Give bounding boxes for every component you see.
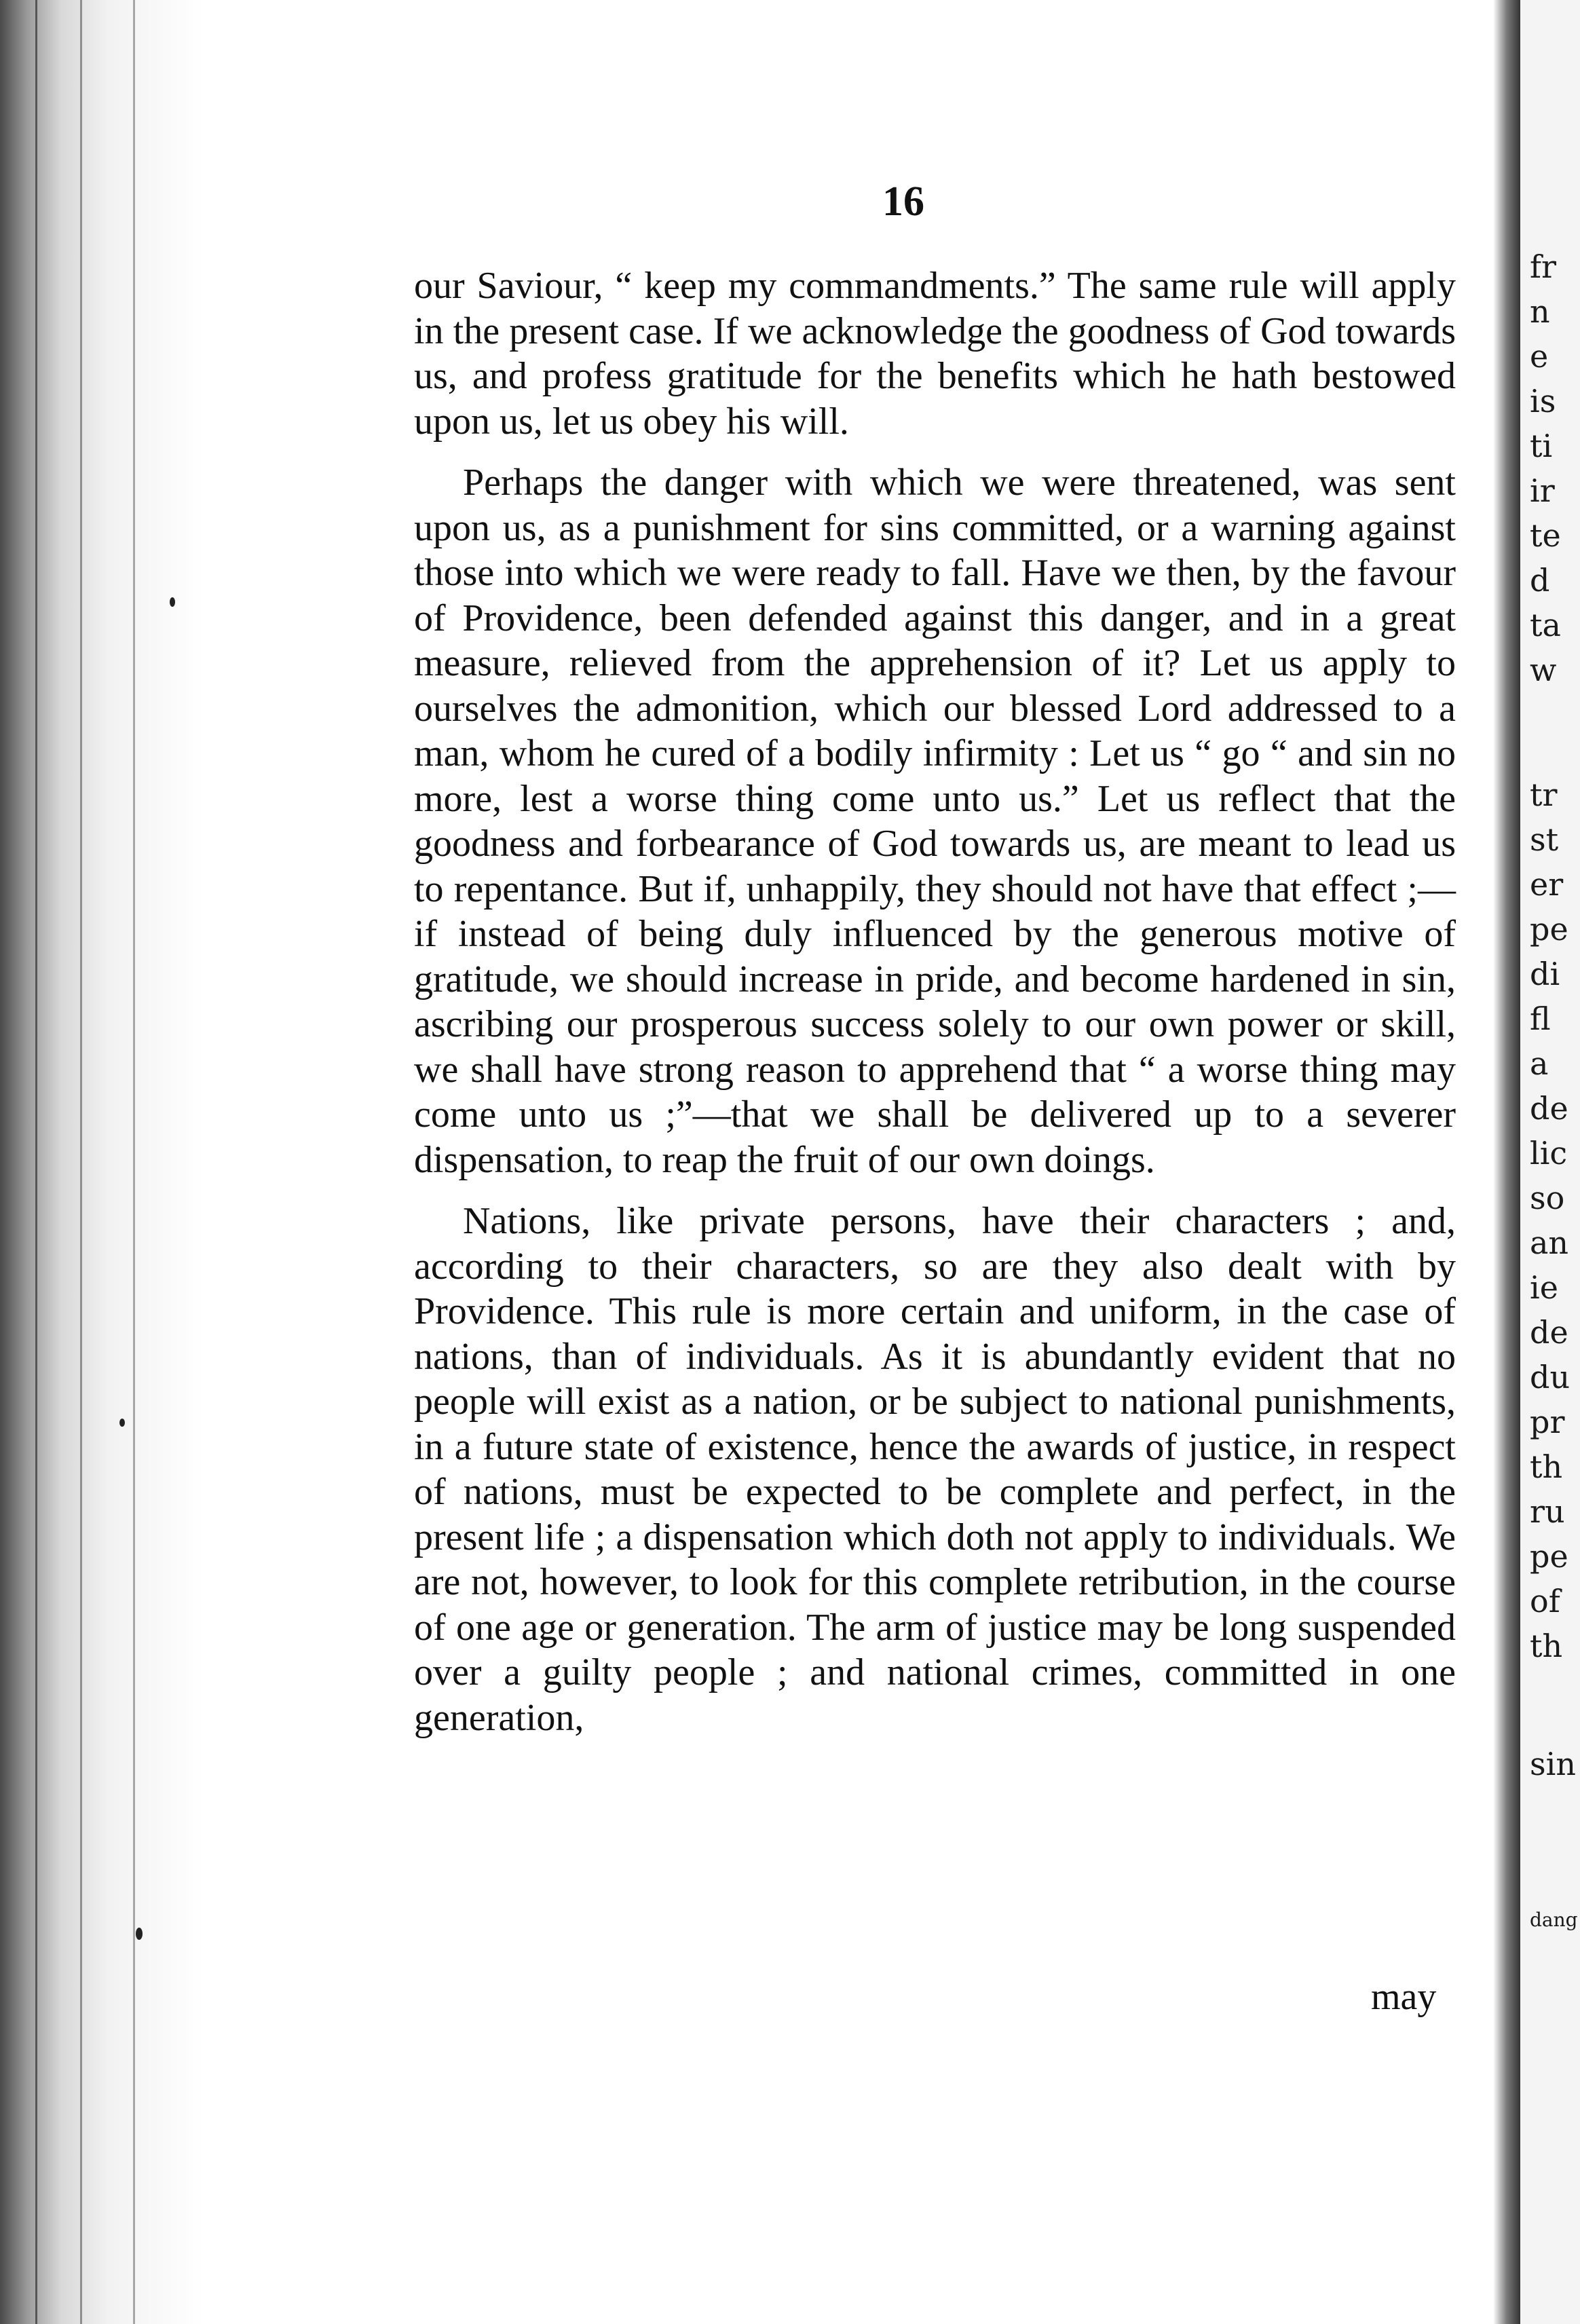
gutter-line xyxy=(35,0,37,2324)
binding-gutter xyxy=(0,0,204,2324)
page-fold-shadow xyxy=(1493,0,1520,2324)
ink-speck xyxy=(136,1928,143,1940)
facing-text-fragment: pe xyxy=(1530,911,1568,948)
gutter-line xyxy=(133,0,135,2324)
facing-page-edge xyxy=(1520,0,1580,2324)
catchword: may xyxy=(1371,1976,1437,2018)
facing-text-fragment: ti xyxy=(1530,428,1553,464)
facing-text-fragment: di xyxy=(1530,956,1560,992)
facing-text-fragment: de xyxy=(1530,1090,1568,1127)
facing-text-fragment: ie xyxy=(1530,1269,1558,1306)
facing-text-fragment: an xyxy=(1530,1224,1569,1261)
facing-text-fragment: fr xyxy=(1530,248,1557,285)
paragraph: our Saviour, “ keep my commandments.” The same rule will apply in the present case. If we acknowledge the goodness of God towards us, and profess gratitude for the benefits which he hath bestowed upon us, let us obey his will. xyxy=(414,265,1456,443)
facing-text-fragment: ir xyxy=(1530,472,1555,509)
facing-text-fragment: so xyxy=(1530,1180,1565,1216)
facing-text-fragment: de xyxy=(1530,1314,1568,1351)
facing-text-fragment: is xyxy=(1530,383,1556,419)
facing-text-fragment: a xyxy=(1530,1045,1549,1082)
paragraph: Nations, like private persons, have their characters ; and, according to their characters, so are they also dealt with by Providence. This rule is more certain and uniform, in the case of nations, than of individuals. As it is abundantly evident that no people will exist as a nation, or be subject to national punishments, in a future state of existence, hence the awards of justice, in respect of nations, must be expected to be complete and perfect, in the present life ; a dispensation which doth not apply to individuals. We are not, however, to look for this complete retribution, in the course of one age or generation. The arm of justice may be long suspended over a guilty people ; and national crimes, committed in one generation, xyxy=(414,1200,1456,1739)
ink-speck xyxy=(119,1419,125,1427)
facing-text-fragment: ta xyxy=(1530,607,1561,643)
facing-text-fragment: pr xyxy=(1530,1404,1565,1440)
facing-text-fragment: th xyxy=(1530,1448,1563,1485)
facing-text-fragment: dang xyxy=(1530,1909,1578,1931)
facing-text-fragment: du xyxy=(1530,1359,1570,1395)
body-text xyxy=(414,263,1456,1757)
facing-text-fragment: of xyxy=(1530,1583,1560,1619)
facing-text-fragment: lic xyxy=(1530,1135,1568,1172)
facing-text-fragment: tr xyxy=(1530,776,1558,813)
gutter-line xyxy=(80,0,82,2324)
facing-text-fragment: pe xyxy=(1530,1538,1568,1575)
facing-text-fragment: fl xyxy=(1530,1000,1551,1037)
ink-speck xyxy=(170,597,175,607)
facing-text-fragment: ru xyxy=(1530,1493,1565,1530)
facing-text-fragment: sin xyxy=(1530,1746,1576,1782)
paragraph: Perhaps the danger with which we were threatened, was sent upon us, as a punishment for sins committed, or a warning against those into which we were ready to fall. Have we then, by the favour of Providence, been defended against this danger, and in a great measure, relieved from the apprehension of it? Let us apply to ourselves the admonition, which our blessed Lord addressed to a man, whom he cured of a bodily infirmity : Let us “ go “ and sin no more, lest a worse thing come unto us.” Let us reflect that the goodness and forbearance of God towards us, are meant to lead us to repentance. But if, unhappily, they should not have that effect ;—if instead of being duly influenced by the generous motive of gratitude, we should increase in pride, and become hardened in sin, ascribing our prosperous success solely to our own power or skill, we shall have strong reason to apprehend that “ a worse thing may come unto us ;”—that we shall be delivered up to a severer dispensation, to reap the fruit of our own doings. xyxy=(414,462,1456,1181)
facing-text-fragment: n xyxy=(1530,293,1550,330)
facing-text-fragment: d xyxy=(1530,562,1550,599)
facing-text-fragment: th xyxy=(1530,1628,1563,1664)
page-number: 16 xyxy=(882,179,924,225)
facing-text-fragment: e xyxy=(1530,338,1549,375)
facing-text-fragment: st xyxy=(1530,821,1559,858)
facing-text-fragment: er xyxy=(1530,866,1564,903)
facing-text-fragment: te xyxy=(1530,517,1561,554)
facing-text-fragment: w xyxy=(1530,652,1557,688)
